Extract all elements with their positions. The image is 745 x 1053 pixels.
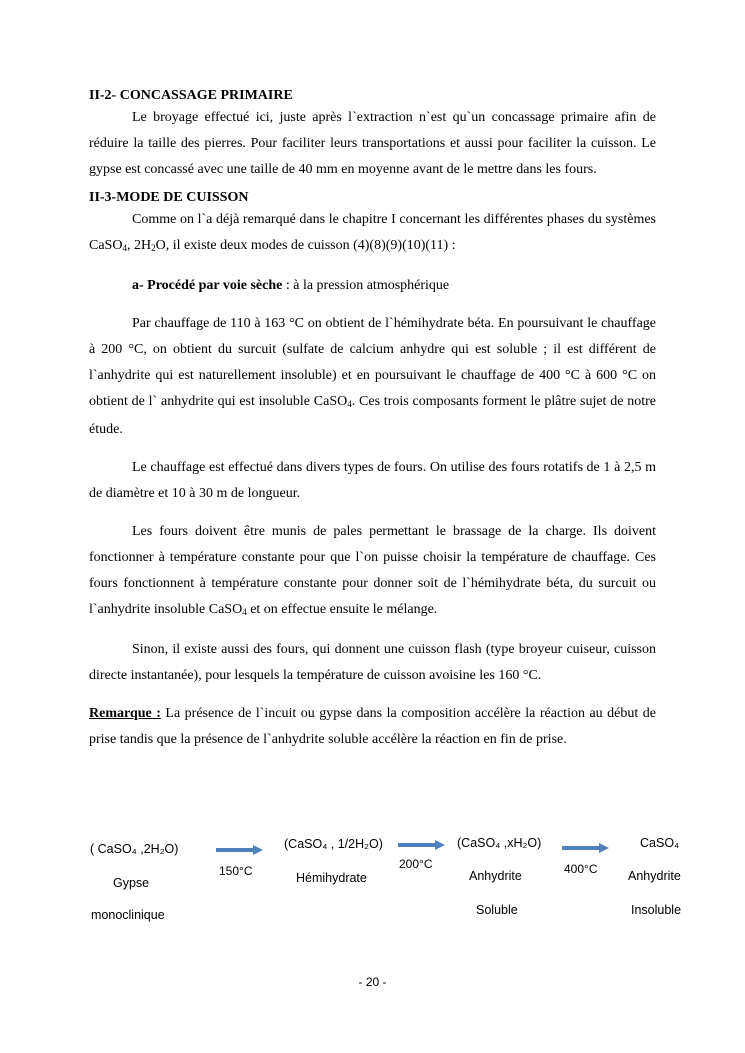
section-title-concassage: II-2- CONCASSAGE PRIMAIRE — [89, 88, 293, 103]
anhydrite-insoluble-name: Anhydrite — [628, 869, 681, 883]
paragraph-fours-rotatifs: Le chauffage est effectué dans divers types de fours. On utilise des fours rotatifs de 1 à 2,5 m de diamètre et 10 à 30 m de longueur. — [89, 460, 656, 501]
anhydrite-insoluble-detail: Insoluble — [631, 903, 682, 917]
temperature-400: 400°C — [564, 862, 598, 876]
paragraph-chauffage: Par chauffage de 110 à 163 °C on obtient de l`hémihydrate béta. En poursuivant le chauffage à 200 °C, on obtient du surcuit (sulfate de calcium anhydre qui est soluble ; il est différent de l`anhydrite qui est naturellement insoluble) et en poursuivant le chauffage de 400 °C à 600 °C on obtient de l` anhydrite qui est insoluble CaSO$_4$. Ces trois composants forment le plâtre sujet de notre étude. — [89, 316, 656, 437]
page-number: - 20 - — [358, 975, 387, 989]
paragraph-concassage: Le broyage effectué ici, juste après l`extraction n`est qu`un concassage primaire afin de réduire la taille des pierres. Pour faciliter leurs transportations et aussi pour faciliter la cuisson. Le gypse est concassé avec une taille de 40 mm en moyenne avant de le mettre dans les fours. — [89, 110, 656, 177]
arrow-icon — [398, 840, 445, 850]
arrow-icon — [216, 845, 263, 855]
gypse-formula: ( CaSO₄ ,2H₂O) — [90, 842, 179, 856]
list-item-voie-seche: a- Procédé par voie sèche : à la pression atmosphérique — [132, 278, 450, 293]
anhydrite-insoluble-formula: CaSO₄ — [640, 836, 680, 850]
anhydrite-soluble-detail: Soluble — [476, 903, 518, 917]
paragraph-remarque: Remarque : La présence de l`incuit ou gypse dans la composition accélère la réaction au début de prise tandis que la présence de l`anhydrite soluble accélère la réaction en fin de prise. — [89, 706, 656, 747]
hemihydrate-name: Hémihydrate — [296, 871, 367, 885]
paragraph-pales: Les fours doivent être munis de pales permettant le brassage de la charge. Ils doivent fonctionner à température constante pour que l`on puisse choisir la température de chauffage. Ces fours fonctionnent à température constante pour donner soit de l`hémihydrate béta, du surcuit ou l`anhydrite insoluble CaSO$_4$ et on effectue ensuite le mélange. — [89, 524, 656, 617]
gypse-name: Gypse — [113, 876, 150, 890]
hemihydrate-formula: (CaSO₄ , 1/2H₂O) — [284, 837, 383, 851]
arrow-icon — [562, 843, 609, 853]
temperature-200: 200°C — [399, 857, 433, 871]
section-title-cuisson: II-3-MODE DE CUISSON — [89, 190, 249, 205]
gypse-detail: monoclinique — [91, 908, 165, 922]
temperature-150: 150°C — [219, 864, 253, 878]
paragraph-cuisson-flash: Sinon, il existe aussi des fours, qui donnent une cuisson flash (type broyeur cuiseur, cuisson directe instantanée), pour lesquels la température de cuisson avoisine les 160 °C. — [89, 642, 656, 683]
anhydrite-soluble-name: Anhydrite — [469, 869, 522, 883]
paragraph-intro-cuisson: Comme on l`a déjà remarqué dans le chapitre I concernant les différentes phases du systèmes CaSO$_4$, $2H_2O$, il existe deux modes de cuisson (4)(8)(9)(10)(11) : — [89, 212, 656, 253]
anhydrite-soluble-formula: (CaSO₄ ,xH₂O) — [457, 836, 542, 850]
